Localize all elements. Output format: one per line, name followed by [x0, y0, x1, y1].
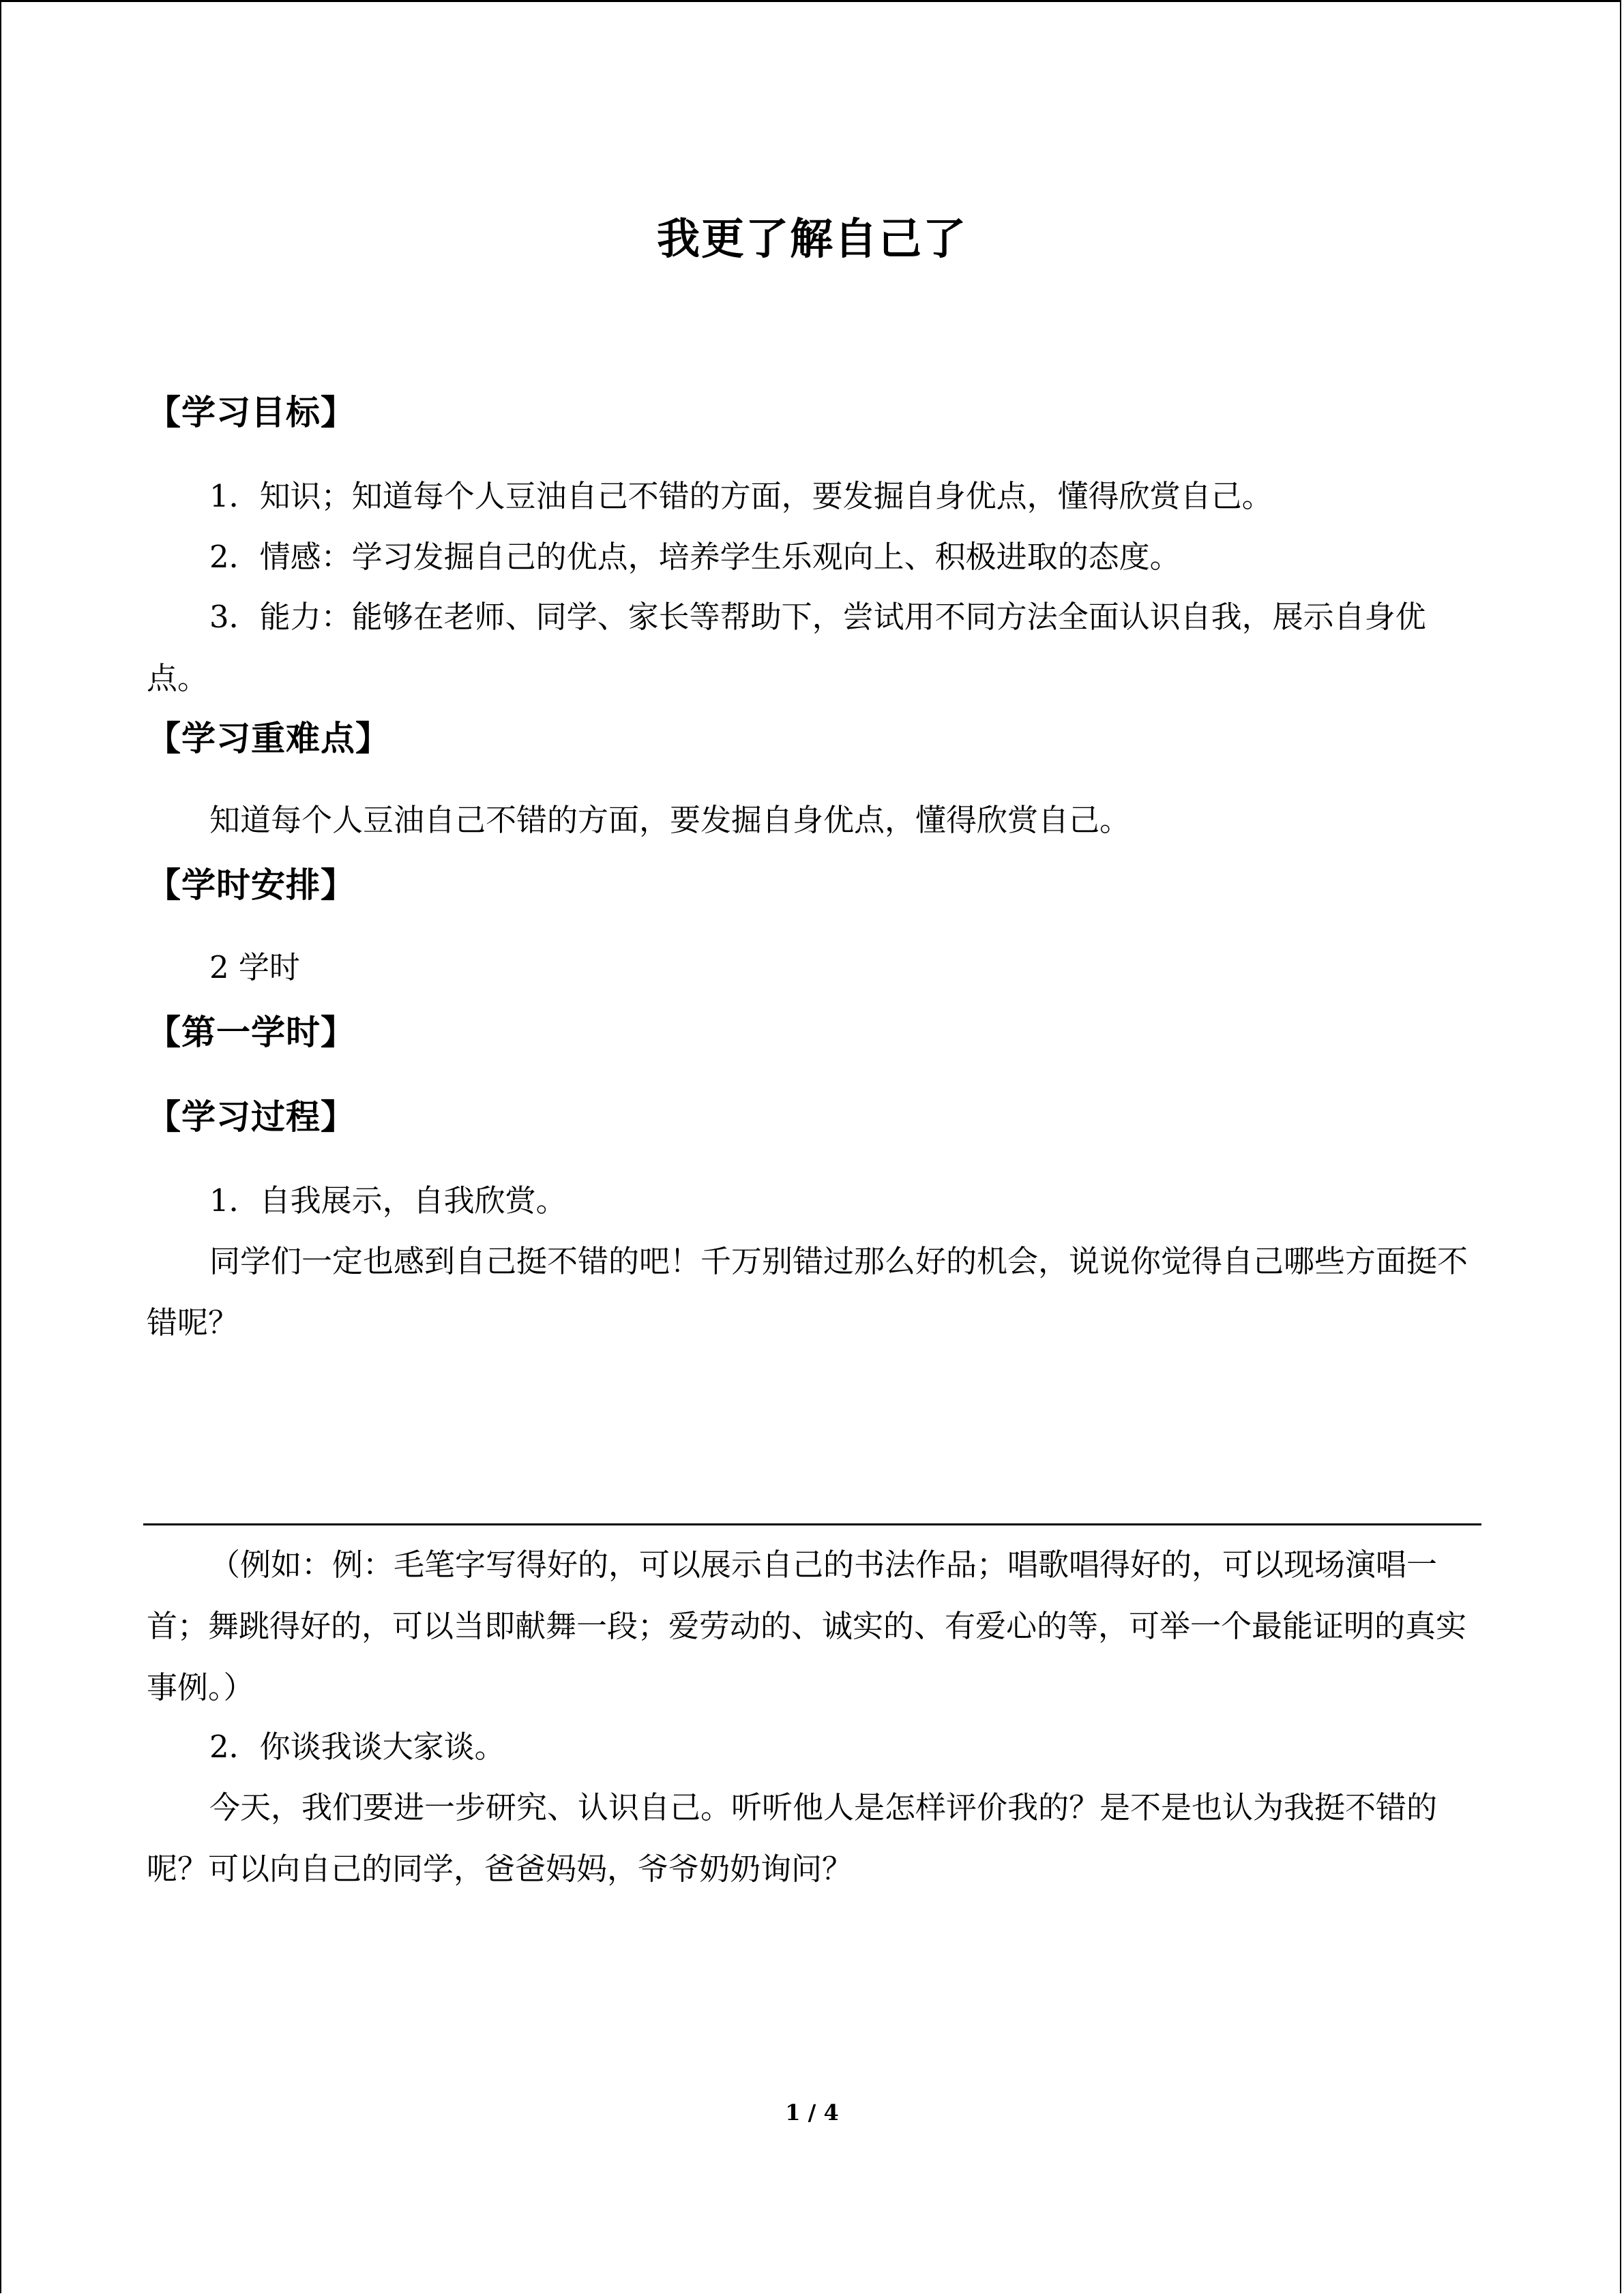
schedule-text: 2 学时 [209, 949, 300, 985]
heading-learning-process: 【学习过程】 [147, 1097, 355, 1137]
answer-line [143, 1523, 1481, 1525]
step1-text: 同学们一定也感到自己挺不错的吧！千万别错过那么好的机会，说说你觉得自己哪些方面挺不错呢？ [147, 1243, 1468, 1341]
goal-emotion: 2．情感：学习发掘自己的优点，培养学生乐观向上、积极进取的态度。 [209, 539, 1181, 575]
document-title: 我更了解自己了 [657, 213, 967, 264]
step2-title: 2．你谈我谈大家谈。 [209, 1729, 505, 1765]
goal-knowledge: 1．知识；知道每个人豆油自己不错的方面，要发掘自身优点，懂得欣赏自己。 [209, 478, 1273, 514]
step2-text: 今天，我们要进一步研究、认识自己。听听他人是怎样评价我的？是不是也认为我挺不错的呢？可以向自己的同学，爸爸妈妈，爷爷奶奶询问？ [147, 1789, 1438, 1887]
heading-schedule: 【学时安排】 [147, 865, 355, 905]
example-text: （例如：例：毛笔字写得好的，可以展示自己的书法作品；唱歌唱得好的，可以现场演唱一首；舞跳得好的，可以当即献舞一段；爱劳动的、诚实的、有爱心的等，可举一个最能证明的真实事例。） [147, 1547, 1467, 1705]
page-number: 1 / 4 [785, 2100, 839, 2126]
heading-key-points: 【学习重难点】 [147, 718, 390, 758]
goal-ability: 3．能力：能够在老师、同学、家长等帮助下，尝试用不同方法全面认识自我，展示自身优点。 [147, 599, 1426, 696]
step1-title: 1．自我展示，自我欣赏。 [209, 1182, 567, 1219]
heading-learning-goals: 【学习目标】 [147, 392, 355, 432]
key-points-text: 知道每个人豆油自己不错的方面，要发掘自身优点，懂得欣赏自己。 [209, 802, 1131, 838]
heading-first-period: 【第一学时】 [147, 1012, 355, 1052]
